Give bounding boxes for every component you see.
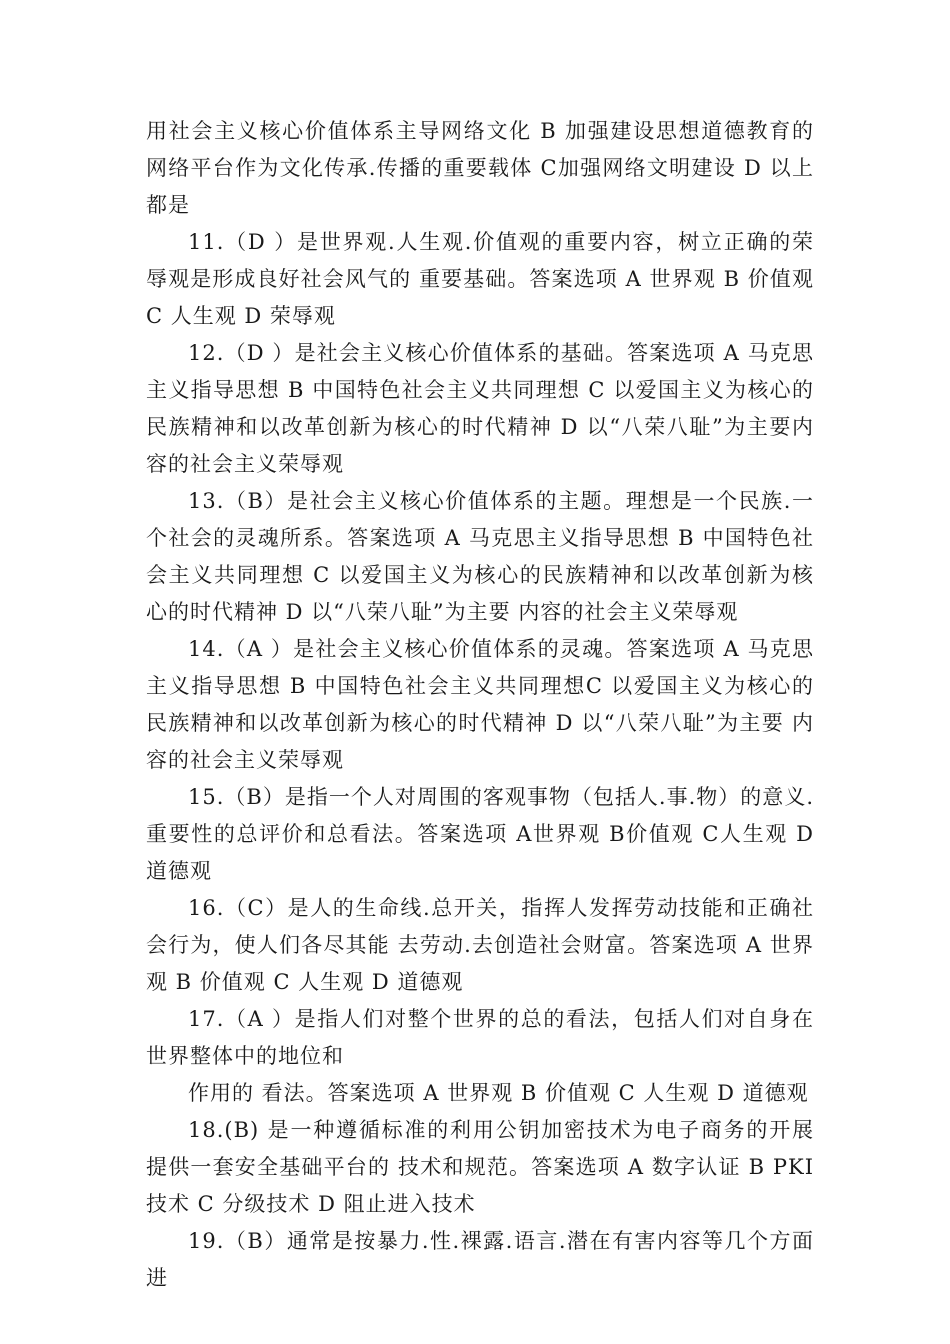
question-14: 14.（A ）是社会主义核心价值体系的灵魂。答案选项 A 马克思主义指导思想 B 中国特色社会主义共同理想C 以爱国主义为核心的民族精神和以改革创新为核心的时代精神 D 以“八荣八耻”为主要 内容的社会主义荣辱观 bbox=[146, 637, 814, 772]
question-11: 11.（D ）是世界观.人生观.价值观的重要内容，树立正确的荣辱观是形成良好社会风气的 重要基础。答案选项 A 世界观 B 价值观 C 人生观 D 荣辱观 bbox=[146, 230, 814, 328]
document-body bbox=[146, 113, 814, 1297]
question-13: 13.（B）是社会主义核心价值体系的主题。理想是一个民族.一个社会的灵魂所系。答案选项 A 马克思主义指导思想 B 中国特色社会主义共同理想 C 以爱国主义为核心的民族精神和以改革创新为核心的时代精神 D 以“八荣八耻”为主要 内容的社会主义荣辱观 bbox=[146, 489, 814, 624]
question-18: 18.(B) 是一种遵循标准的利用公钥加密技术为电子商务的开展提供一套安全基础平台的 技术和规范。答案选项 A 数字认证 B PKI技术 C 分级技术 D 阻止进入技术 bbox=[146, 1118, 814, 1216]
question-19: 19.（B）通常是按暴力.性.裸露.语言.潜在有害内容等几个方面进 bbox=[146, 1229, 814, 1290]
question-15: 15.（B）是指一个人对周围的客观事物（包括人.事.物）的意义.重要性的总评价和总看法。答案选项 A世界观 B价值观 C人生观 D道德观 bbox=[146, 785, 814, 883]
question-12: 12.（D ）是社会主义核心价值体系的基础。答案选项 A 马克思主义指导思想 B 中国特色社会主义共同理想 C 以爱国主义为核心的民族精神和以改革创新为核心的时代精神 D 以“八荣八耻”为主要内容的社会主义荣辱观 bbox=[146, 341, 814, 476]
question-16: 16.（C）是人的生命线.总开关，指挥人发挥劳动技能和正确社会行为，使人们各尽其能 去劳动.去创造社会财富。答案选项 A 世界观 B 价值观 C 人生观 D 道德观 bbox=[146, 896, 814, 994]
question-17: 17.（A ）是指人们对整个世界的总的看法，包括人们对自身在世界整体中的地位和 bbox=[146, 1007, 814, 1068]
paragraph: 用社会主义核心价值体系主导网络文化 B 加强建设思想道德教育的网络平台作为文化传承.传播的重要载体 C加强网络文明建设 D 以上都是 bbox=[146, 119, 814, 217]
question-17-continued: 作用的 看法。答案选项 A 世界观 B 价值观 C 人生观 D 道德观 bbox=[188, 1081, 809, 1105]
